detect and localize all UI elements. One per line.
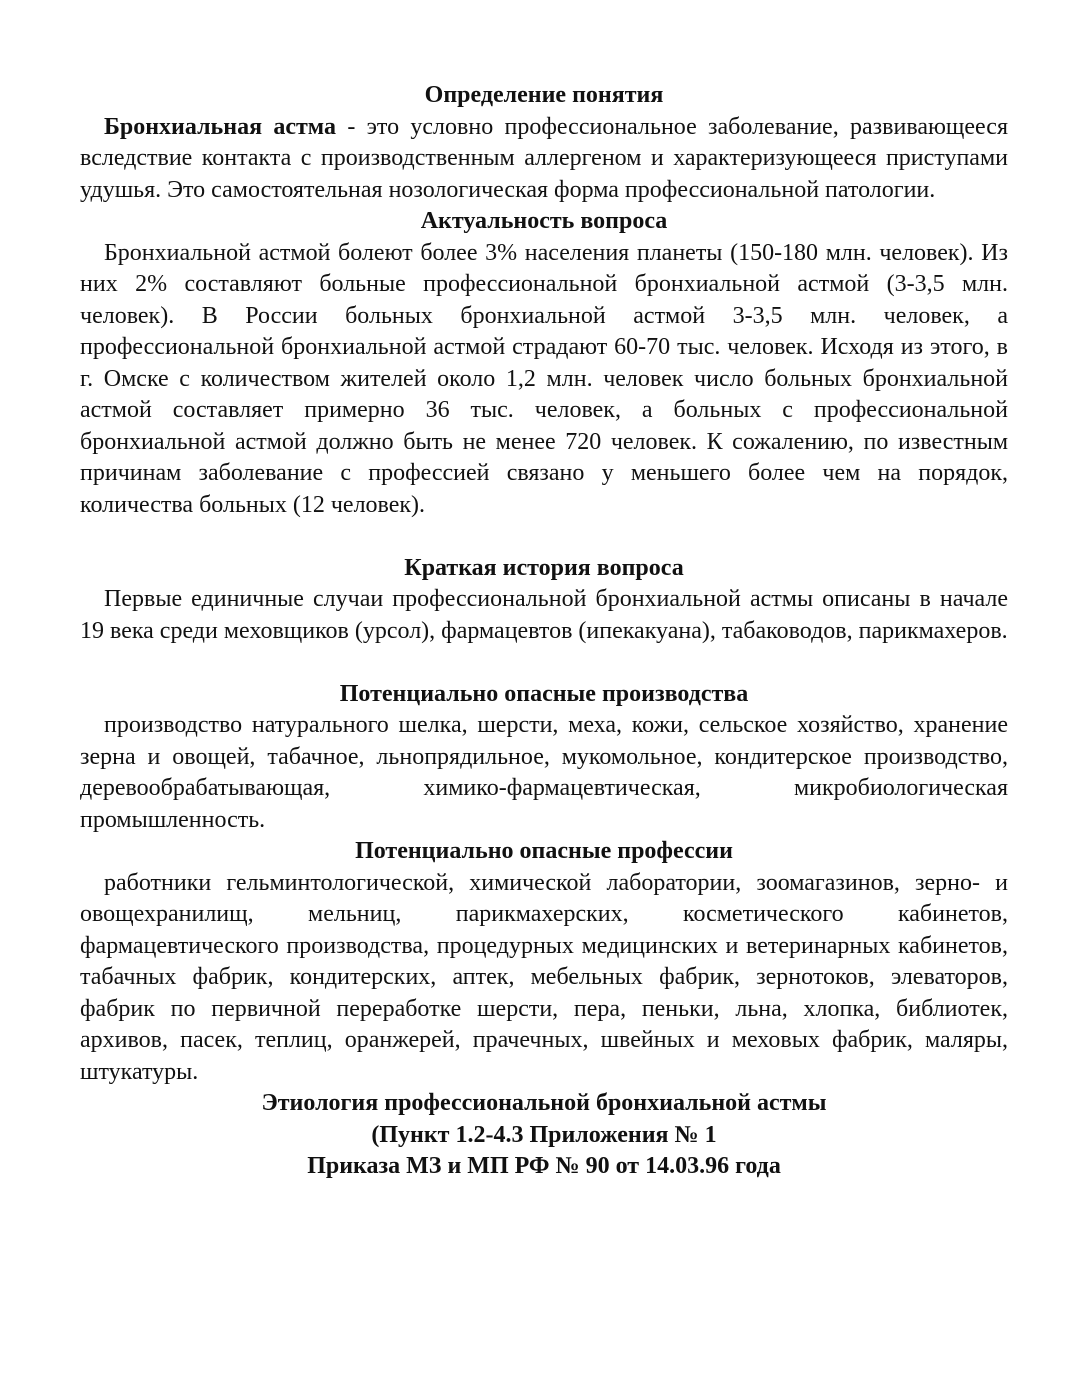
spacer <box>80 521 1008 553</box>
etiology-heading-line3: Приказа МЗ и МП РФ № 90 от 14.03.96 года <box>307 1153 781 1179</box>
etiology-heading-line1: Этиология профессиональной бронхиальной астмы <box>261 1090 827 1116</box>
relevance-heading: Актуальность вопроса <box>420 208 668 234</box>
definition-heading: Определение понятия <box>424 82 664 108</box>
definition-term: Бронхиальная астма <box>104 113 336 140</box>
professions-heading: Потенциально опасные профессии <box>355 838 733 864</box>
history-paragraph: Первые единичные случаи профессиональной бронхиальной астмы описаны в начале 19 века среди меховщиков (урсол), фармацевтов (ипекакуана), табаководов, парикмахеров. <box>80 586 1008 644</box>
history-heading: Краткая история вопроса <box>404 554 684 581</box>
professions-paragraph: работники гельминтологической, химической лаборатории, зоомагазинов, зерно- и овощехранилищ, мельниц, парикмахерских, косметического кабинетов, фармацевтического производства, процедурных медицинских и ветеринарных кабинетов, табачных фабрик, кондитерских, аптек, мебельных фабрик, зернотоков, элеваторов, фабрик по первичной переработке шерсти, пера, пеньки, льна, хлопка, библиотек, архивов, пасек, теплиц, оранжерей, прачечных, швейных и меховых фабрик, маляры, штукатуры. <box>80 869 1008 1085</box>
industries-heading: Потенциально опасные производства <box>339 680 749 707</box>
definition-paragraph <box>80 112 1008 207</box>
relevance-paragraph: Бронхиальной астмой болеют более 3% населения планеты (150-180 млн. человек). Из них 2% составляют больные профессиональной бронхиальной астмой (3-3,5 млн. человек). В России больных бронхиальной астмой 3-3,5 млн. человек, а профессиональной бронхиальной астмой страдают 60-70 тыс. человек. Исходя из этого, в г. Омске с количеством жителей около 1,2 млн. человек число больных бронхиальной астмой составляет примерно 36 тыс. человек, а больных с профессиональной бронхиальной астмой должно быть не менее 720 человек. К сожалению, по известным причинам заболевание с профессией связано у меньшего более чем на порядок, количества больных (12 человек). <box>80 239 1008 518</box>
industries-paragraph: производство натурального шелка, шерсти, меха, кожи, сельское хозяйство, хранение зерна и овощей, табачное, льнопрядильное, мукомольное, кондитерское производство, деревообрабатывающая, химико-фармацевтическая, микробиологическая промышленность. <box>80 712 1008 833</box>
spacer <box>80 647 1008 679</box>
etiology-heading-line2: (Пункт 1.2-4.3 Приложения № 1 <box>371 1121 717 1148</box>
definition-text: - это условно профессиональное заболевание, развивающееся вследствие контакта с производственным аллергеном и характеризующееся приступами удушья. Это самостоятельная нозологическая форма профессиональной патологии. <box>80 113 1008 203</box>
